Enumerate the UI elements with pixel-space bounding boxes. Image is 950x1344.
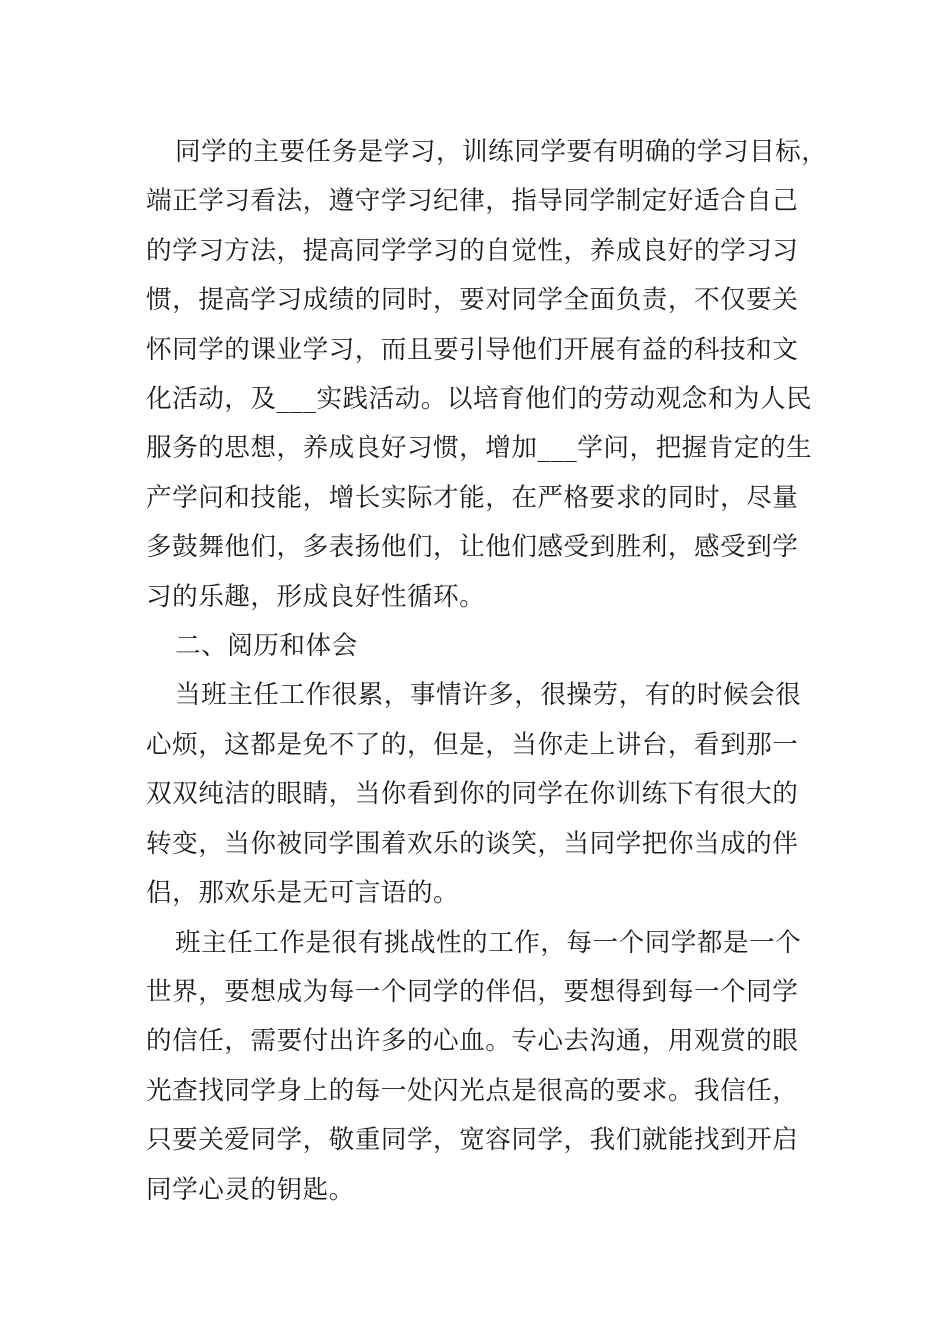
text-line: 心烦，这都是免不了的，但是，当你走上讲台，看到那一 — [146, 729, 799, 760]
text-line: 世界，要想成为每一个同学的伴侣，要想得到每一个同学 — [146, 976, 799, 1007]
text-line: 多鼓舞他们，多表扬他们，让他们感受到胜利，感受到学 — [146, 532, 799, 563]
text-line: 端正学习看法，遵守学习纪律，指导同学制定好适合自己 — [146, 186, 799, 217]
text-line: 的学习方法，提高同学学习的自觉性，养成良好的学习习 — [146, 235, 799, 266]
text-line: 服务的思想，养成良好习惯，增加___学问，把握肯定的生 — [146, 433, 813, 464]
document-body — [146, 128, 836, 1215]
text-line: 习的乐趣，形成良好性循环。 — [146, 581, 486, 612]
text-line: 产学问和技能，增长实际才能，在严格要求的同时，尽量 — [146, 482, 799, 513]
text-line: 的信任，需要付出许多的心血。专心去沟通，用观赏的眼 — [146, 1026, 799, 1057]
text-line: 同学的主要任务是学习，训练同学要有明确的学习目标， — [175, 137, 828, 167]
text-line: 怀同学的课业学习，而且要引导他们开展有益的科技和文 — [146, 334, 799, 365]
text-line: 光查找同学身上的每一处闪光点是很高的要求。我信任， — [146, 1075, 799, 1106]
text-line: 侣，那欢乐是无可言语的。 — [146, 878, 460, 909]
text-line: 化活动，及___实践活动。以培育他们的劳动观念和为人民 — [146, 384, 813, 415]
text-line: 当班主任工作很累，事情许多，很操劳，有的时候会很 — [175, 680, 802, 711]
paragraph-challenge — [146, 919, 836, 1215]
text-line: 惯，提高学习成绩的同时，要对同学全面负责，不仅要关 — [146, 285, 799, 316]
text-line: 转变，当你被同学围着欢乐的谈笑，当同学把你当成的伴 — [146, 828, 799, 859]
text-line: 只要关爱同学，敬重同学，宽容同学，我们就能找到开启 — [146, 1125, 799, 1156]
text-line: 双双纯洁的眼睛，当你看到你的同学在你训练下有很大的 — [146, 779, 799, 810]
paragraph-experience — [146, 671, 836, 918]
section-heading: 二、阅历和体会 — [175, 631, 358, 662]
paragraph-study-tasks — [146, 128, 836, 622]
text-line: 同学心灵的钥匙。 — [146, 1174, 355, 1205]
text-line: 班主任工作是很有挑战性的工作，每一个同学都是一个 — [175, 927, 802, 958]
